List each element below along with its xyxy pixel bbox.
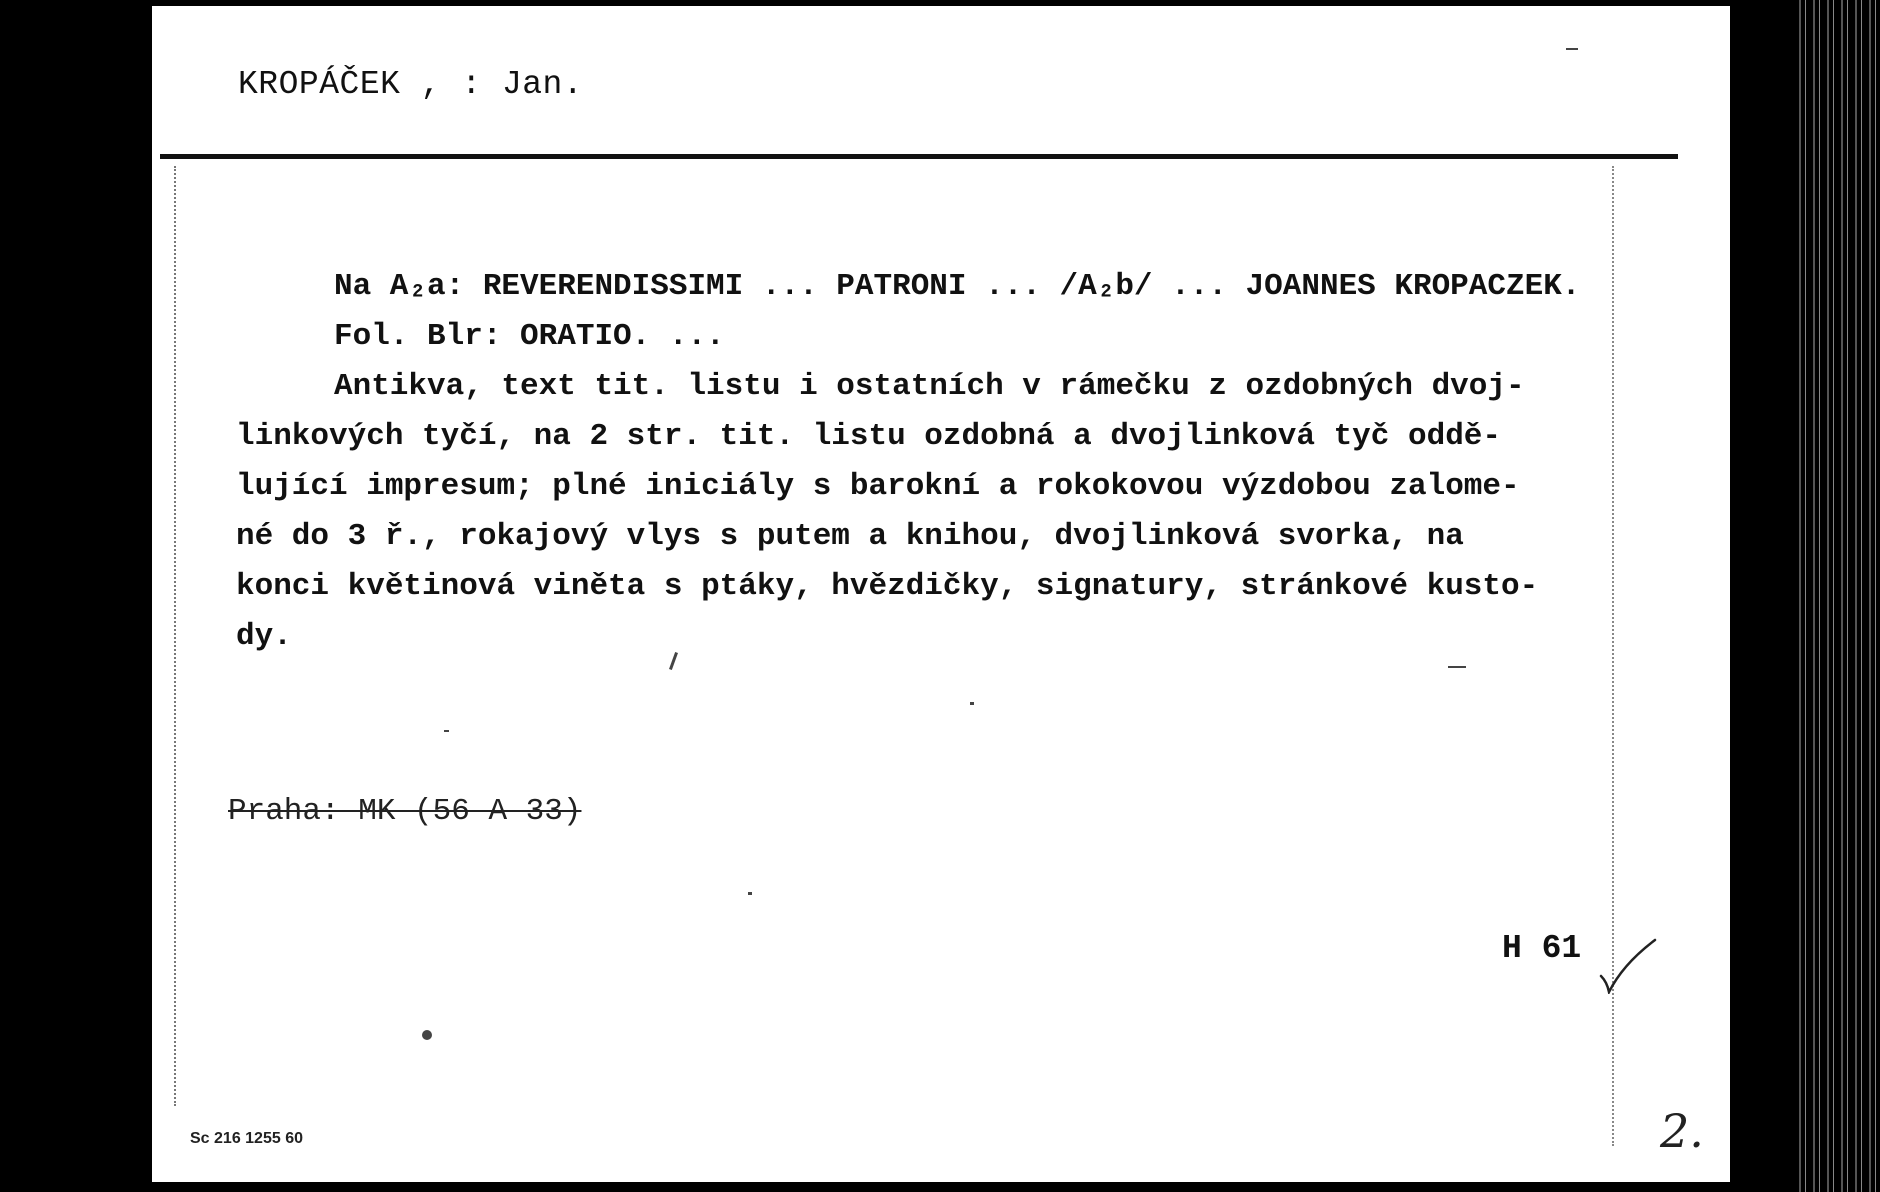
body-line-2: Fol. Blr: ORATIO. ... bbox=[334, 319, 725, 354]
card-body bbox=[236, 262, 1636, 662]
body-line-7: konci květinová viněta s ptáky, hvězdičky, signatury, stránkové kusto- bbox=[236, 569, 1539, 604]
page-number: 2. bbox=[1660, 1104, 1704, 1158]
body-line-1: Na A₂a: REVERENDISSIMI ... PATRONI ... /A₂b/ ... JOANNES KROPACZEK. bbox=[334, 269, 1581, 304]
left-margin-line bbox=[174, 166, 176, 1106]
shelfmark: H 61 bbox=[1502, 930, 1582, 967]
speck bbox=[748, 892, 752, 895]
speck bbox=[422, 1030, 432, 1040]
body-line-6: né do 3 ř., rokajový vlys s putem a knihou, dvojlinková svorka, na bbox=[236, 519, 1464, 554]
speck bbox=[1566, 48, 1578, 50]
scanner-edge-strip bbox=[1796, 0, 1880, 1192]
card-heading: KROPÁČEK , : Jan. bbox=[238, 66, 584, 103]
body-line-4: linkových tyčí, na 2 str. tit. listu ozdobná a dvojlinková tyč oddě- bbox=[236, 419, 1502, 454]
print-code: Sc 216 1255 60 bbox=[190, 1130, 303, 1147]
speck bbox=[444, 730, 449, 732]
location-struck: Praha: MK (56 A 33) bbox=[228, 794, 582, 829]
body-line-3: Antikva, text tit. listu i ostatních v rámečku z ozdobných dvoj- bbox=[334, 369, 1525, 404]
body-line-8: dy. bbox=[236, 619, 292, 654]
catalog-card bbox=[152, 6, 1730, 1182]
speck bbox=[970, 702, 974, 705]
scanner-edge-gap bbox=[1736, 0, 1750, 1192]
heading-rule bbox=[160, 154, 1678, 159]
speck bbox=[1448, 666, 1466, 668]
body-line-5: lující impresum; plné iniciály s barokní a rokokovou výzdobou zalome- bbox=[236, 469, 1520, 504]
checkmark-icon bbox=[1597, 938, 1657, 994]
